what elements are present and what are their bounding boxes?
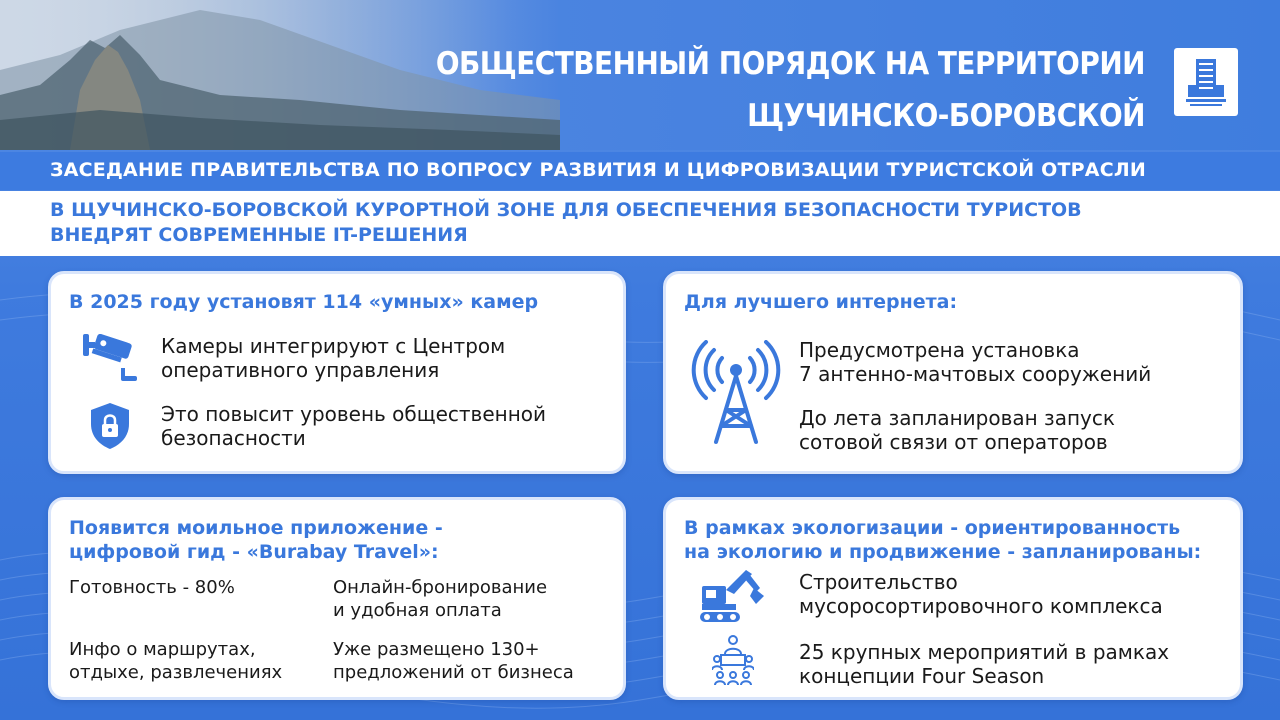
logo (1174, 48, 1238, 116)
app-booking-line1: Онлайн-бронирование (333, 577, 548, 598)
lead-banner (0, 191, 1280, 256)
government-building-icon (1184, 55, 1228, 109)
cameras-item2-line2: безопасности (161, 426, 306, 450)
meeting-icon (712, 634, 754, 686)
card-eco (663, 497, 1243, 700)
app-info-line1: Инфо о маршрутах, (69, 639, 256, 660)
page-title (265, 38, 1145, 150)
card-cameras (48, 271, 626, 474)
antenna-tower-icon (688, 340, 784, 446)
lead-line-2: ВНЕДРЯТ СОВРЕМЕННЫЕ IT-РЕШЕНИЯ (50, 224, 468, 246)
cameras-item1-line2: оперативного управления (161, 358, 440, 382)
app-offers-line1: Уже размещено 130+ (333, 639, 540, 660)
internet-item2-line1: До лета запланирован запуск (799, 406, 1115, 430)
lead-line-1: В ЩУЧИНСКО-БОРОВСКОЙ КУРОРТНОЙ ЗОНЕ ДЛЯ ОБЕСПЕЧЕНИЯ БЕЗОПАСНОСТИ ТУРИСТОВ (50, 199, 1082, 221)
subtitle-text: ЗАСЕДАНИЕ ПРАВИТЕЛЬСТВА ПО ВОПРОСУ РАЗВИТИЯ И ЦИФРОВИЗАЦИИ ТУРИСТСКОЙ ОТРАСЛИ (50, 159, 1146, 181)
cameras-title: В 2025 году установят 114 «умных» камер (69, 291, 539, 313)
title-line-2 (265, 142, 1145, 150)
eco-item1-line2: мусоросортировочного комплекса (799, 594, 1163, 618)
cameras-item1-line1: Камеры интегрируют с Центром (161, 334, 506, 358)
internet-item1-line2: 7 антенно-мачтовых сооружений (799, 362, 1152, 386)
card-app (48, 497, 626, 700)
security-camera-icon (81, 334, 141, 384)
eco-item2-line1: 25 крупных мероприятий в рамках (799, 640, 1170, 664)
internet-title: Для лучшего интернета: (684, 291, 958, 313)
internet-item1-line1: Предусмотрена установка (799, 338, 1080, 362)
card-internet (663, 271, 1243, 474)
shield-lock-icon (89, 402, 131, 450)
header (0, 0, 1280, 150)
eco-item1-line1: Строительство (799, 570, 958, 594)
app-offers-line2: предложений от бизнеса (333, 662, 574, 683)
excavator-icon (700, 566, 766, 624)
app-title-line1: Появится моильное приложение - (69, 517, 443, 539)
app-title-line2: цифровой гид - «Burabay Travel»: (69, 541, 439, 563)
app-booking-line2: и удобная оплата (333, 600, 502, 621)
title-line-1: ОБЩЕСТВЕННЫЙ ПОРЯДОК НА ТЕРРИТОРИИ ЩУЧИНСКО-БОРОВСКОЙ (435, 46, 1145, 134)
eco-title-line2: на экологию и продвижение - запланированы: (684, 541, 1202, 563)
internet-item2-line2: сотовой связи от операторов (799, 430, 1108, 454)
app-readiness: Готовность - 80% (69, 577, 235, 598)
app-info-line2: отдыхе, развлечениях (69, 662, 283, 683)
eco-item2-line2: концепции Four Season (799, 664, 1045, 688)
cameras-item2-line1: Это повысит уровень общественной (161, 402, 547, 426)
eco-title-line1: В рамках экологизации - ориентированность (684, 517, 1181, 539)
subtitle-banner (0, 152, 1280, 190)
